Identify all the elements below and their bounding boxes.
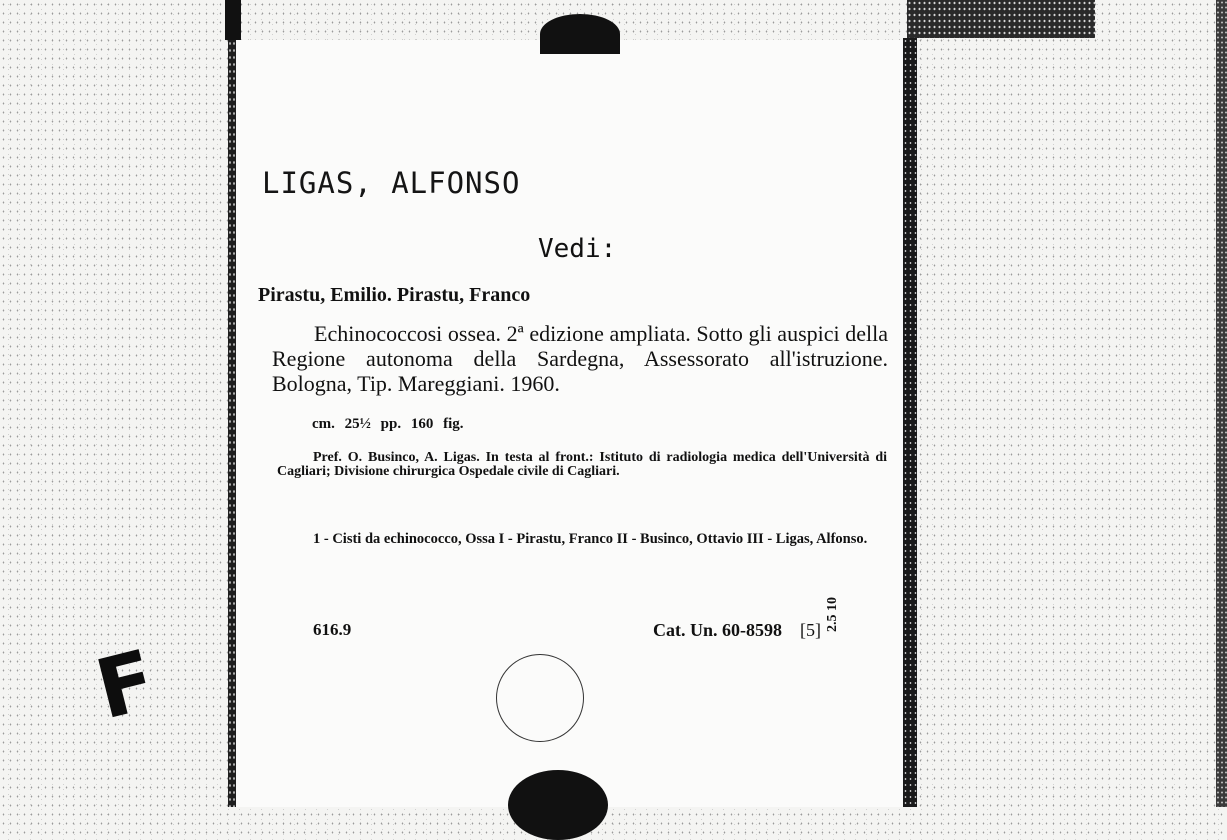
card-heading: LIGAS, ALFONSO (262, 166, 521, 200)
call-number: 616.9 (313, 620, 352, 639)
card-top-hole (540, 14, 620, 54)
card-description: Echinococcosi ossea. 2ª edizione ampliata. Sotto gli auspici della Regione autonoma della Sardegna, Assessorato all'istruzione. Bologna, Tip. Mareggiani. 1960. (272, 321, 888, 396)
film-frame-top-right (907, 0, 1095, 38)
card-authors: Pirastu, Emilio. Pirastu, Franco (258, 284, 531, 306)
card-left-edge (228, 40, 236, 807)
vertical-mark: 2.5 10 (825, 597, 840, 633)
margin-stamp: F (87, 632, 165, 739)
punch-hole-outline (496, 654, 584, 742)
card-right-edge (903, 38, 917, 807)
card-bottom-hole (508, 770, 608, 840)
catalog-number: Cat. Un. 60-8598 (653, 620, 782, 640)
volume-mark: [5] (800, 620, 821, 640)
film-frame-top-left (225, 0, 241, 40)
card-tracings: 1 - Cisti da echinococco, Ossa I - Pirastu, Franco II - Businco, Ottavio III - Ligas, Alfonso. (313, 531, 868, 547)
card-note: Pref. O. Businco, A. Ligas. In testa al front.: Istituto di radiologia medica dell'Università di Cagliari; Divisione chirurgica Ospedale civile di Cagliari. (277, 450, 887, 479)
catalog-number-line (653, 620, 821, 641)
see-reference-label: Vedi: (538, 234, 617, 264)
card-collation: cm. 25½ pp. 160 fig. (312, 416, 464, 432)
film-frame-right (1216, 0, 1227, 807)
